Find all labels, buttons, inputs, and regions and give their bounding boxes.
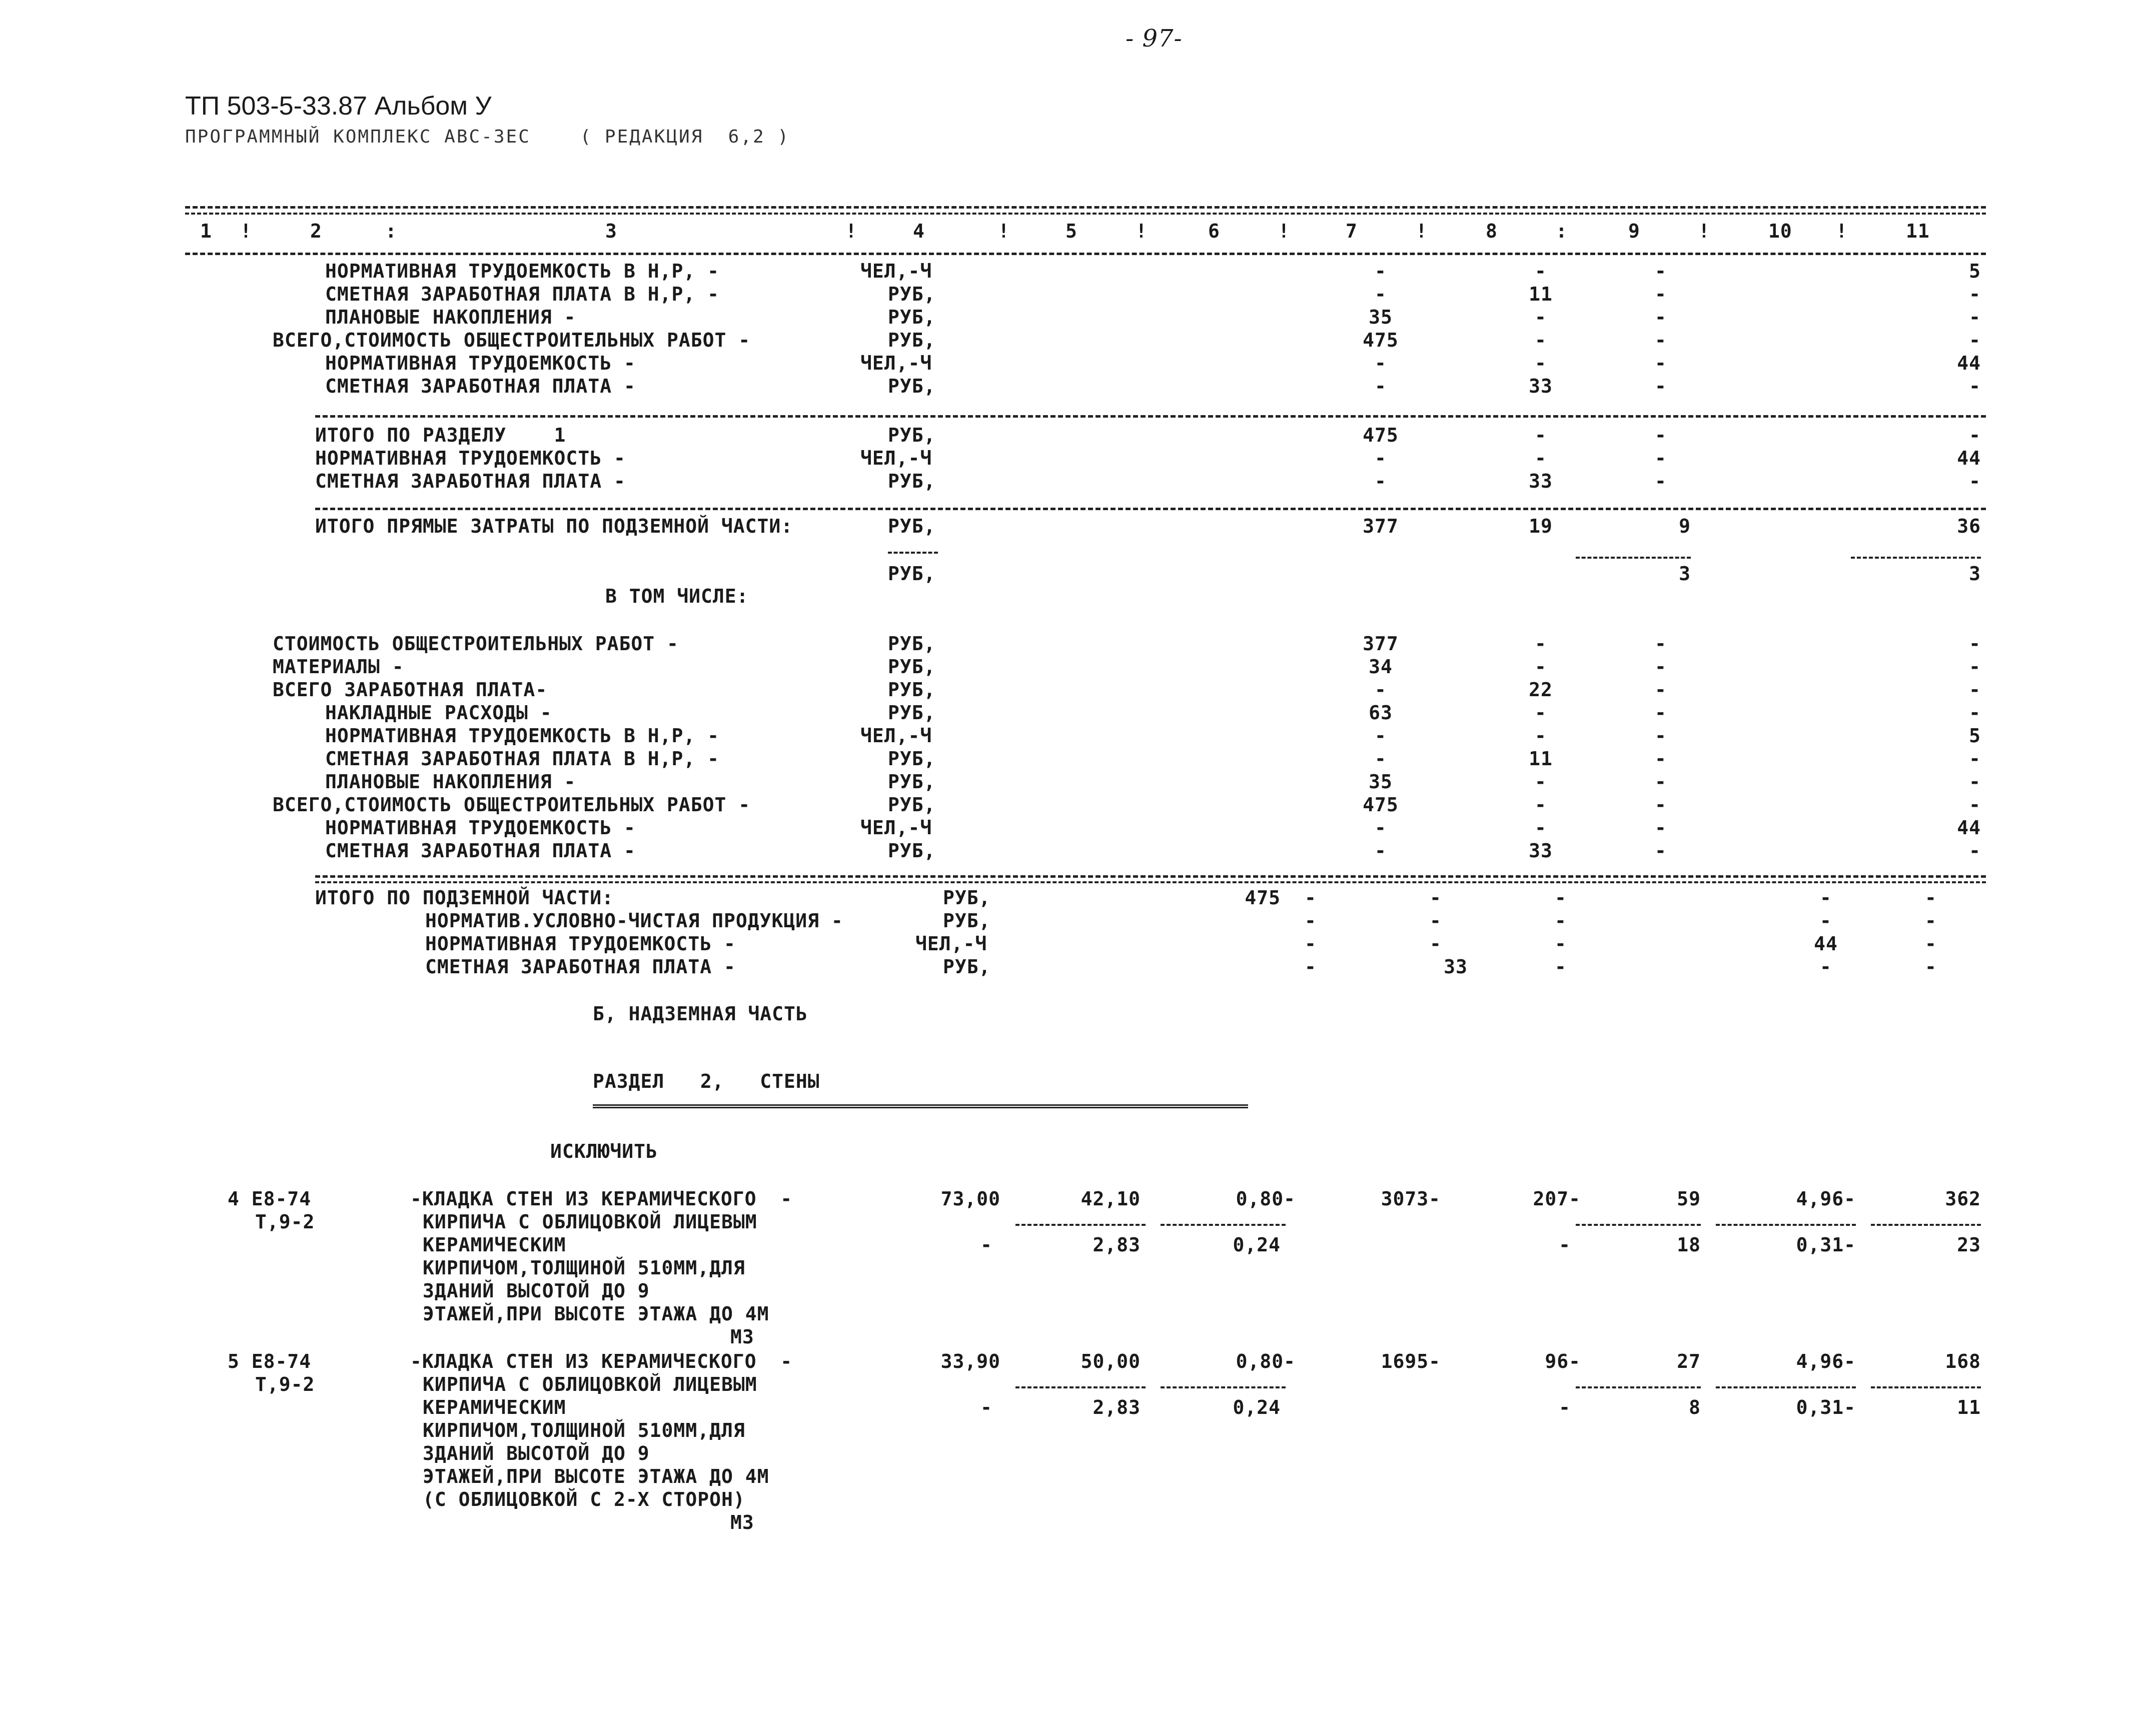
item-sub-coef: 0,24	[1233, 1396, 1281, 1418]
row-c11: -	[1969, 470, 1981, 492]
row-c8: 33	[1529, 840, 1553, 862]
exclude-label: ИСКЛЮЧИТЬ	[550, 1140, 658, 1162]
row-c11: -	[1969, 679, 1981, 701]
row-unit: РУБ,	[888, 424, 936, 446]
row-c9: -	[1655, 840, 1667, 862]
item-price: 50,00	[1081, 1350, 1141, 1372]
row-c9: -	[1430, 933, 1442, 955]
row-unit: РУБ,	[943, 910, 991, 932]
document-page: - 97- ТП 503-5-33.87 Альбом У ПРОГРАММНЫЙ КОМПЛЕКС АВС-3ЕС ( РЕДАКЦИЯ 6,2 ) 1 2 3 4 5 6 7 8 9 10 11 ! : ! ! ! ! ! : ! ! НОРМАТИВНАЯ ТРУДОЕМКОСТЬ В Н,Р, - ЧЕЛ,-Ч - - - 5 СМЕТНАЯ ЗАРАБОТНАЯ ПЛАТА В Н,Р, - РУБ, - 11 - - ПЛАНОВЫЕ НАКОПЛЕНИЯ - РУБ, 35 - - - ВСЕГО,СТОИМОСТЬ ОБЩЕСТРОИТЕЛЬНЫХ РАБОТ - РУБ, 475 - - - НОРМАТИВНАЯ ТРУДОЕМКОСТЬ - ЧЕЛ,-Ч - - - 44 СМЕТНАЯ ЗАРАБОТНАЯ ПЛАТА - РУБ, - 33 - - ИТОГО ПО РАЗДЕЛУ 1 РУБ, 475 - - - НОРМАТИВНАЯ ТРУДОЕМКОСТЬ - ЧЕЛ,-Ч - - - 44 СМЕТНАЯ ЗАРАБОТНАЯ ПЛАТА - РУБ, - 33 - - ИТОГО ПРЯМЫЕ ЗАТРАТЫ ПО ПОДЗЕМНОЙ ЧАСТИ: РУБ, 377 19 9 36 РУБ, 3 3 В ТОМ ЧИСЛЕ: СТОИМОСТЬ ОБЩЕСТРОИТЕЛЬНЫХ РАБОТ - РУБ, 377 - - - МАТЕРИАЛЫ - РУБ, 34 - - - ВСЕГО ЗАРАБОТНАЯ ПЛАТА- РУБ, - 22 - - НАКЛАДНЫЕ РАСХОДЫ - РУБ, 63 - - - НОРМАТИВНАЯ ТРУДОЕМКОСТЬ В Н,Р, - ЧЕЛ,-Ч - - - 5 СМЕТНАЯ ЗАРАБОТНАЯ ПЛАТА В Н,Р, - РУБ, - 11 - - ПЛАНОВЫЕ НАКОПЛЕНИЯ - РУБ, 35 - - - ВСЕГО,СТОИМОСТЬ ОБЩЕСТРОИТЕЛЬНЫХ РАБОТ - РУБ, 475 - - - НОРМАТИВНАЯ ТРУДОЕМКОСТЬ - ЧЕЛ,-Ч - - - 44 СМЕТНАЯ ЗАРАБОТНАЯ ПЛАТА - РУБ, - 33 - - ИТОГО ПО ПОДЗЕМНОЙ ЧАСТИ: РУБ, 475 - - - - - НОРМАТИВ.УСЛОВНО-ЧИСТАЯ ПРОДУКЦИЯ - РУБ, - - - - - НОРМАТИВНАЯ ТРУДОЕМКОСТЬ - ЧЕЛ,-Ч - - - 44 - СМЕТНАЯ ЗАРАБОТНАЯ ПЛАТА - РУБ, - 33 - - - Б, НАДЗЕМНАЯ ЧАСТЬ РАЗДЕЛ 2, СТЕНЫ ИСКЛЮЧИТЬ 4 Е8-74 Т,9-2 -КЛАДКА СТЕН ИЗ КЕРАМИЧЕСКОГО - КИРПИЧА С ОБЛИЦОВКОЙ ЛИЦЕВЫМ КЕРАМИЧЕСКИМ КИРПИЧОМ,ТОЛЩИНОЙ 510ММ,ДЛЯ ЗДАНИЙ ВЫСОТОЙ ДО 9 ЭТАЖЕЙ,ПРИ ВЫСОТЕ ЭТАЖА ДО 4М М3 73,00 42,10 0,80- 3073- 207- 59 4,96- 362 - 2,83 0,24 - 18 0,31- 23 5 Е8-74 Т,9-2 -КЛАДКА СТЕН ИЗ КЕРАМИЧЕСКОГО - КИРПИЧА С ОБЛИЦОВКОЙ ЛИЦЕВЫМ КЕРАМИЧЕСКИМ КИРПИЧОМ,ТОЛЩИНОЙ 510ММ,ДЛЯ ЗДАНИЙ ВЫСОТОЙ ДО 9 ЭТАЖЕЙ,ПРИ ВЫСОТЕ ЭТАЖА ДО 4М (С ОБЛИЦОВКОЙ С 2-Х СТОРОН) М3 33,90 50,00 0,80- 1695- 96- 27 4,96- 168 - 2,83 0,24 - 8 0,31- 11	[0, 0, 2156, 1713]
row-c11: 44	[1957, 352, 1981, 374]
item-sub-dash: -	[980, 1396, 992, 1418]
item-table-ref: Т,9-2	[255, 1373, 315, 1395]
col-header-7: 7	[1346, 220, 1358, 242]
row-c7: -	[1375, 283, 1387, 305]
col-header-11: 11	[1906, 220, 1930, 242]
row-c8: 33	[1529, 470, 1553, 492]
row-c7: -	[1375, 260, 1387, 282]
item-c11: 362	[1945, 1188, 1981, 1210]
item-sub-coef: 0,24	[1233, 1234, 1281, 1256]
row-c8: 22	[1529, 679, 1553, 701]
item-desc-line: -КЛАДКА СТЕН ИЗ КЕРАМИЧЕСКОГО -	[410, 1350, 793, 1372]
section-heading-underline	[593, 1104, 1248, 1108]
row-c7: -	[1375, 470, 1387, 492]
item-coef: 0,80-	[1236, 1350, 1296, 1372]
row-c9: -	[1655, 283, 1667, 305]
row-c11: 5	[1969, 260, 1981, 282]
row-c8: -	[1535, 794, 1547, 816]
header-top-rule	[185, 206, 1986, 209]
row-unit: ЧЕЛ,-Ч	[860, 260, 932, 282]
row-c9: -	[1655, 794, 1667, 816]
row-c11: -	[1820, 887, 1832, 909]
row-c8: -	[1535, 329, 1547, 351]
item-c9: 27	[1677, 1350, 1701, 1372]
row-label: ВСЕГО ЗАРАБОТНАЯ ПЛАТА-	[273, 679, 548, 701]
row-c8: -	[1535, 447, 1547, 469]
row-unit: ЧЕЛ,-Ч	[860, 447, 932, 469]
row-label: НОРМАТИВ.УСЛОВНО-ЧИСТАЯ ПРОДУКЦИЯ -	[425, 910, 843, 932]
program-line: ПРОГРАММНЫЙ КОМПЛЕКС АВС-3ЕС ( РЕДАКЦИЯ 6,2 )	[185, 127, 790, 147]
row-c7: 63	[1369, 702, 1393, 724]
row-c11: 44	[1814, 933, 1838, 955]
item-desc-line: ЭТАЖЕЙ,ПРИ ВЫСОТЕ ЭТАЖА ДО 4М	[423, 1465, 769, 1487]
col-header-3: 3	[605, 220, 617, 242]
item-code: 5 Е8-74	[228, 1350, 312, 1372]
item-sub-c9: 18	[1677, 1234, 1701, 1256]
direct-costs-c11: 36	[1957, 515, 1981, 537]
row-c7: -	[1375, 352, 1387, 374]
row-c11: -	[1820, 910, 1832, 932]
item-coef: 0,80-	[1236, 1188, 1296, 1210]
row-c9: -	[1655, 817, 1667, 839]
row-c9: -	[1655, 424, 1667, 446]
row-label: ИТОГО ПО ПОДЗЕМНОЙ ЧАСТИ:	[315, 887, 614, 909]
row-unit: РУБ,	[888, 470, 936, 492]
row-c8: -	[1535, 725, 1547, 747]
item-sub-price: 2,83	[1093, 1234, 1141, 1256]
row-c7: 35	[1369, 771, 1393, 793]
row-c11: -	[1969, 306, 1981, 328]
row-label: НАКЛАДНЫЕ РАСХОДЫ -	[325, 702, 552, 724]
row-c7: 475	[1363, 329, 1399, 351]
col-header-10: 10	[1768, 220, 1792, 242]
row-c7: 35	[1369, 306, 1393, 328]
row-c7: -	[1375, 679, 1387, 701]
row-c7: 377	[1363, 633, 1399, 655]
direct-costs-unit-2: РУБ,	[888, 563, 936, 585]
row-label: СТОИМОСТЬ ОБЩЕСТРОИТЕЛЬНЫХ РАБОТ -	[273, 633, 679, 655]
direct-costs-unit: РУБ,	[888, 515, 936, 537]
row-unit: РУБ,	[888, 633, 936, 655]
row-c8: -	[1535, 424, 1547, 446]
item-table-ref: Т,9-2	[255, 1211, 315, 1233]
row-unit: РУБ,	[888, 771, 936, 793]
col-header-2: 2	[310, 220, 322, 242]
item-sub-c8: -	[1559, 1234, 1571, 1256]
row-c9: 33	[1444, 956, 1468, 978]
row-c9: -	[1655, 352, 1667, 374]
row-label: НОРМАТИВНАЯ ТРУДОЕМКОСТЬ -	[315, 447, 626, 469]
row-c7: -	[1375, 375, 1387, 397]
row-c9: -	[1655, 679, 1667, 701]
row-unit: ЧЕЛ,-Ч	[860, 817, 932, 839]
item-qty: 73,00	[940, 1188, 1000, 1210]
item-desc-line: КИРПИЧА С ОБЛИЦОВКОЙ ЛИЦЕВЫМ	[423, 1211, 757, 1233]
item-desc-line: ЭТАЖЕЙ,ПРИ ВЫСОТЕ ЭТАЖА ДО 4М	[423, 1303, 769, 1325]
item-unit: М3	[730, 1326, 754, 1348]
item-desc-line: -КЛАДКА СТЕН ИЗ КЕРАМИЧЕСКОГО -	[410, 1188, 793, 1210]
col-header-6: 6	[1208, 220, 1220, 242]
row-label: НОРМАТИВНАЯ ТРУДОЕМКОСТЬ -	[325, 817, 636, 839]
row-c9: -	[1655, 447, 1667, 469]
row-c8: -	[1535, 702, 1547, 724]
item-sub-price: 2,83	[1093, 1396, 1141, 1418]
row-unit: РУБ,	[888, 329, 936, 351]
including-label: В ТОМ ЧИСЛЕ:	[605, 585, 749, 607]
row-c7: -	[1375, 817, 1387, 839]
item-c10: 4,96-	[1796, 1188, 1856, 1210]
row-c9: -	[1655, 702, 1667, 724]
row-label: НОРМАТИВНАЯ ТРУДОЕМКОСТЬ В Н,Р, -	[325, 260, 719, 282]
row-c9: -	[1655, 748, 1667, 770]
row-unit: ЧЕЛ,-Ч	[860, 725, 932, 747]
row-label: ИТОГО ПО РАЗДЕЛУ 1	[315, 424, 566, 446]
item-c9: 59	[1677, 1188, 1701, 1210]
row-unit: РУБ,	[888, 375, 936, 397]
row-c10: -	[1555, 956, 1567, 978]
item-total: 3073-	[1381, 1188, 1441, 1210]
item-sub-c8: -	[1559, 1396, 1571, 1418]
row-c9: -	[1655, 725, 1667, 747]
row-c7: -	[1375, 725, 1387, 747]
row-unit: РУБ,	[943, 887, 991, 909]
col-header-9: 9	[1628, 220, 1640, 242]
row-label: ПЛАНОВЫЕ НАКОПЛЕНИЯ -	[325, 771, 576, 793]
item-c10: 4,96-	[1796, 1350, 1856, 1372]
row-c11: -	[1969, 771, 1981, 793]
item-sub-c10: 0,31-	[1796, 1396, 1856, 1418]
row-c12: -	[1925, 910, 1937, 932]
page-number: - 97-	[1126, 25, 1183, 53]
row-unit: РУБ,	[888, 840, 936, 862]
row-unit: РУБ,	[888, 794, 936, 816]
row-c9: -	[1655, 375, 1667, 397]
header-top-rule-2	[185, 213, 1986, 215]
row-label: СМЕТНАЯ ЗАРАБОТНАЯ ПЛАТА В Н,Р, -	[325, 283, 719, 305]
row-c9: -	[1655, 771, 1667, 793]
row-c8: -	[1535, 817, 1547, 839]
row-unit: РУБ,	[943, 956, 991, 978]
row-c8: -	[1535, 656, 1547, 678]
row-unit: РУБ,	[888, 679, 936, 701]
row-c8: -	[1305, 933, 1317, 955]
row-c8: -	[1535, 771, 1547, 793]
row-label: НОРМАТИВНАЯ ТРУДОЕМКОСТЬ В Н,Р, -	[325, 725, 719, 747]
row-label: СМЕТНАЯ ЗАРАБОТНАЯ ПЛАТА В Н,Р, -	[325, 748, 719, 770]
row-c9: -	[1430, 910, 1442, 932]
row-c10: -	[1555, 887, 1567, 909]
row-c11: 5	[1969, 725, 1981, 747]
item-desc-line: ЗДАНИЙ ВЫСОТОЙ ДО 9	[423, 1442, 650, 1464]
row-c10: -	[1555, 910, 1567, 932]
row-c7: -	[1375, 840, 1387, 862]
direct-costs-c7: 377	[1363, 515, 1399, 537]
direct-costs-c8: 19	[1529, 515, 1553, 537]
row-c11: -	[1969, 283, 1981, 305]
col-header-5: 5	[1065, 220, 1077, 242]
section-b-title: Б, НАДЗЕМНАЯ ЧАСТЬ	[593, 1003, 808, 1025]
direct-costs-label: ИТОГО ПРЯМЫЕ ЗАТРАТЫ ПО ПОДЗЕМНОЙ ЧАСТИ:	[315, 515, 793, 537]
row-c11: 44	[1957, 817, 1981, 839]
row-unit: РУБ,	[888, 306, 936, 328]
item-sub-c11: 11	[1957, 1396, 1981, 1418]
header-bottom-rule	[185, 253, 1986, 255]
item-c8: 207-	[1533, 1188, 1581, 1210]
row-label: МАТЕРИАЛЫ -	[273, 656, 404, 678]
row-c9: -	[1655, 329, 1667, 351]
item-c8: 96-	[1545, 1350, 1581, 1372]
row-c9: -	[1655, 633, 1667, 655]
item-sub-c10: 0,31-	[1796, 1234, 1856, 1256]
section-heading: РАЗДЕЛ 2, СТЕНЫ	[593, 1070, 820, 1092]
row-c11: -	[1969, 794, 1981, 816]
row-c9: -	[1655, 470, 1667, 492]
item-desc-line: КИРПИЧОМ,ТОЛЩИНОЙ 510ММ,ДЛЯ	[423, 1419, 745, 1441]
direct-costs-c9: 9	[1679, 515, 1691, 537]
row-c11: -	[1969, 329, 1981, 351]
row-c12: -	[1925, 887, 1937, 909]
row-c7: 475	[1363, 424, 1399, 446]
block-rule-2	[315, 881, 1986, 883]
row-c11: -	[1969, 375, 1981, 397]
col-header-4: 4	[913, 220, 925, 242]
row-c11: -	[1969, 748, 1981, 770]
row-c9: -	[1655, 306, 1667, 328]
row-c8: 11	[1529, 283, 1553, 305]
item-total: 1695-	[1381, 1350, 1441, 1372]
row-c12: -	[1925, 933, 1937, 955]
row-c9: -	[1655, 656, 1667, 678]
row-c8: -	[1305, 910, 1317, 932]
row-c11: 44	[1957, 447, 1981, 469]
row-label: СМЕТНАЯ ЗАРАБОТНАЯ ПЛАТА -	[315, 470, 626, 492]
row-c8: -	[1305, 956, 1317, 978]
row-label: НОРМАТИВНАЯ ТРУДОЕМКОСТЬ -	[425, 933, 736, 955]
item-sub-c11: 23	[1957, 1234, 1981, 1256]
item-sub-dash: -	[980, 1234, 992, 1256]
row-c8: 11	[1529, 748, 1553, 770]
row-c8: -	[1305, 887, 1317, 909]
row-c11: -	[1969, 840, 1981, 862]
row-unit: РУБ,	[888, 283, 936, 305]
row-label: НОРМАТИВНАЯ ТРУДОЕМКОСТЬ -	[325, 352, 636, 374]
block-rule	[315, 875, 1986, 878]
item-unit: М3	[730, 1511, 754, 1533]
item-price: 42,10	[1081, 1188, 1141, 1210]
row-c7: -	[1375, 447, 1387, 469]
row-unit: РУБ,	[888, 702, 936, 724]
row-c8: -	[1535, 633, 1547, 655]
direct-costs-c11b: 3	[1969, 563, 1981, 585]
row-label: СМЕТНАЯ ЗАРАБОТНАЯ ПЛАТА -	[325, 840, 636, 862]
row-c7: 475	[1245, 887, 1281, 909]
row-label: ВСЕГО,СТОИМОСТЬ ОБЩЕСТРОИТЕЛЬНЫХ РАБОТ -	[273, 794, 751, 816]
row-unit: РУБ,	[888, 748, 936, 770]
item-qty: 33,90	[940, 1350, 1000, 1372]
item-code: 4 Е8-74	[228, 1188, 312, 1210]
row-c7: -	[1375, 748, 1387, 770]
row-c11: -	[1969, 424, 1981, 446]
row-label: СМЕТНАЯ ЗАРАБОТНАЯ ПЛАТА -	[325, 375, 636, 397]
row-c8: 33	[1529, 375, 1553, 397]
row-c12: -	[1925, 956, 1937, 978]
row-c9: -	[1430, 887, 1442, 909]
row-c7: 475	[1363, 794, 1399, 816]
item-desc-line: КИРПИЧОМ,ТОЛЩИНОЙ 510ММ,ДЛЯ	[423, 1257, 745, 1279]
album-title: ТП 503-5-33.87 Альбом У	[185, 92, 492, 121]
row-unit: РУБ,	[888, 656, 936, 678]
row-unit: ЧЕЛ,-Ч	[915, 933, 987, 955]
col-header-8: 8	[1486, 220, 1498, 242]
row-c11: -	[1820, 956, 1832, 978]
row-label: СМЕТНАЯ ЗАРАБОТНАЯ ПЛАТА -	[425, 956, 736, 978]
row-c8: -	[1535, 260, 1547, 282]
row-c11: -	[1969, 702, 1981, 724]
row-c10: -	[1555, 933, 1567, 955]
item-desc-line: КИРПИЧА С ОБЛИЦОВКОЙ ЛИЦЕВЫМ	[423, 1373, 757, 1395]
row-c9: -	[1655, 260, 1667, 282]
row-c8: -	[1535, 352, 1547, 374]
row-label: ПЛАНОВЫЕ НАКОПЛЕНИЯ -	[325, 306, 576, 328]
item-sub-c9: 8	[1689, 1396, 1701, 1418]
item-c11: 168	[1945, 1350, 1981, 1372]
row-c8: -	[1535, 306, 1547, 328]
item-desc-line: ЗДАНИЙ ВЫСОТОЙ ДО 9	[423, 1280, 650, 1302]
direct-costs-c9b: 3	[1679, 563, 1691, 585]
item-desc-line: КЕРАМИЧЕСКИМ	[423, 1234, 566, 1256]
block-rule	[315, 508, 1986, 510]
block-rule	[315, 415, 1986, 418]
row-label: ВСЕГО,СТОИМОСТЬ ОБЩЕСТРОИТЕЛЬНЫХ РАБОТ -	[273, 329, 751, 351]
col-header-1: 1	[200, 220, 212, 242]
row-c11: -	[1969, 656, 1981, 678]
row-unit: ЧЕЛ,-Ч	[860, 352, 932, 374]
item-desc-line: (С ОБЛИЦОВКОЙ С 2-Х СТОРОН)	[423, 1488, 745, 1510]
item-desc-line: КЕРАМИЧЕСКИМ	[423, 1396, 566, 1418]
row-c11: -	[1969, 633, 1981, 655]
row-c7: 34	[1369, 656, 1393, 678]
